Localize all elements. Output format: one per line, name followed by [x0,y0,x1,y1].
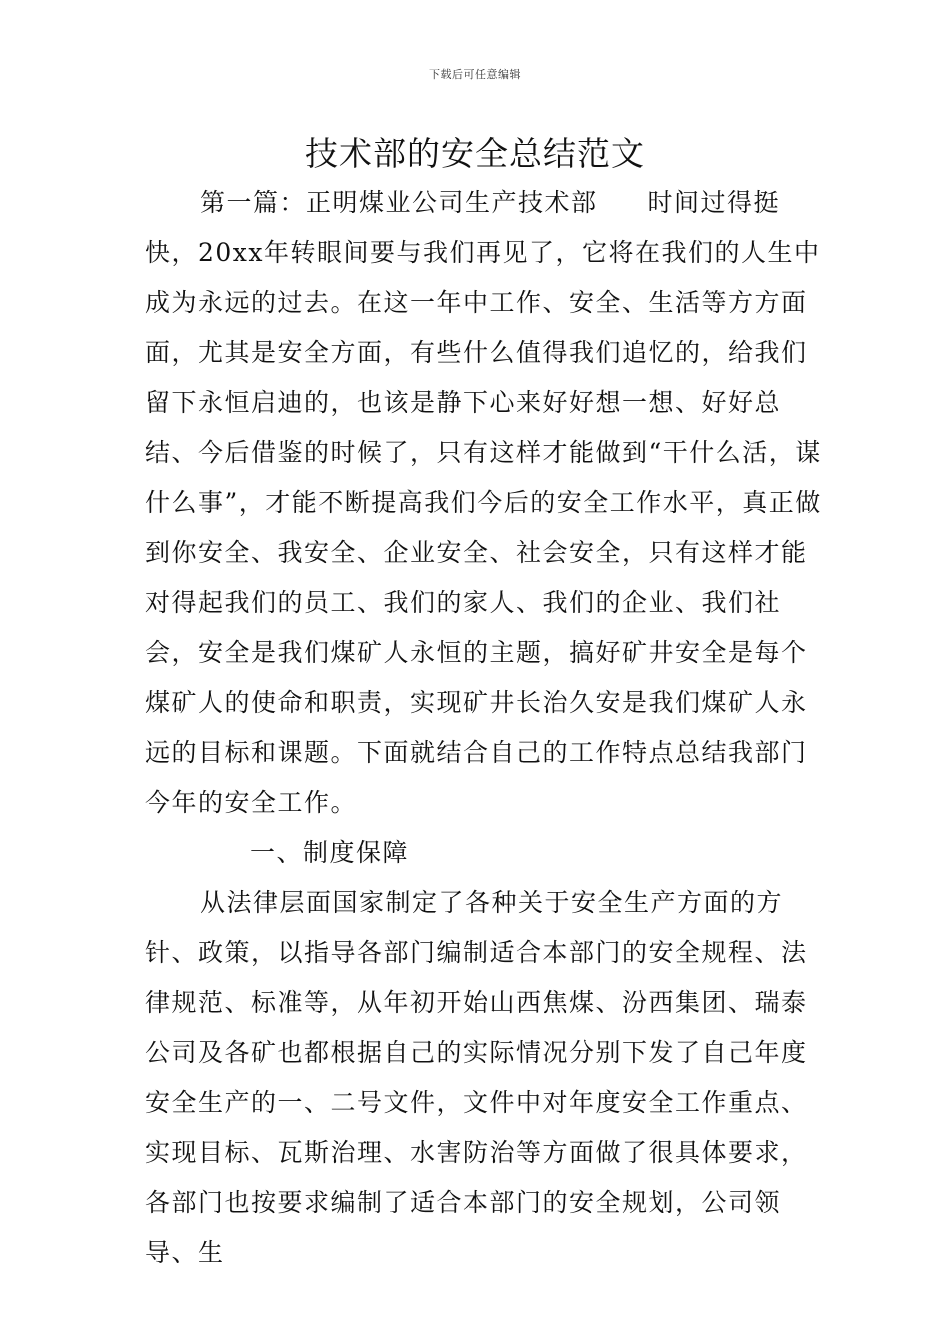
section-heading [145,828,825,878]
header-note: 下载后可任意编辑 [429,68,521,81]
section-paragraph: 从法律层面国家制定了各种关于安全生产方面的方针、政策，以指导各部门编制适合本部门的安全规程、法律规范、标准等，从年初开始山西焦煤、汾西集团、瑞泰公司及各矿也都根据自己的实际情况分别下发了自己年度安全生产的一、二号文件，文件中对年度安全工作重点、实现目标、瓦斯治理、水害防治等方面做了很具体要求，各部门也按要求编制了适合本部门的安全规划，公司领导、生 [145,888,808,1267]
document-title: 技术部的安全总结范文 [305,134,645,173]
intro-paragraph [145,178,825,828]
intro-part-b: 时间过得挺快，20xx年转眼间要与我们再见了，它将在我们的人生中成为永远的过去。在这一年中工作、安全、生活等方方面面，尤其是安全方面，有些什么值得我们追忆的，给我们留下永恒启迪的，也该是静下心来好好想一想、好好总结、今后借鉴的时候了，只有这样才能做到“干什么活，谋什么事”，才能不断提高我们今后的安全工作水平，真正做到你安全、我安全、企业安全、社会安全，只有这样才能对得起我们的员工、我们的家人、我们的企业、我们社会，安全是我们煤矿人永恒的主题，搞好矿井安全是每个煤矿人的使命和职责，实现矿井长治久安是我们煤矿人永远的目标和课题。下面就结合自己的工作特点总结我部门今年的安全工作。 [145,188,822,817]
intro-part-a: 第一篇：正明煤业公司生产技术部 [200,188,598,217]
document-body [145,178,825,1278]
section-heading-text: 一、制度保障 [250,838,410,867]
